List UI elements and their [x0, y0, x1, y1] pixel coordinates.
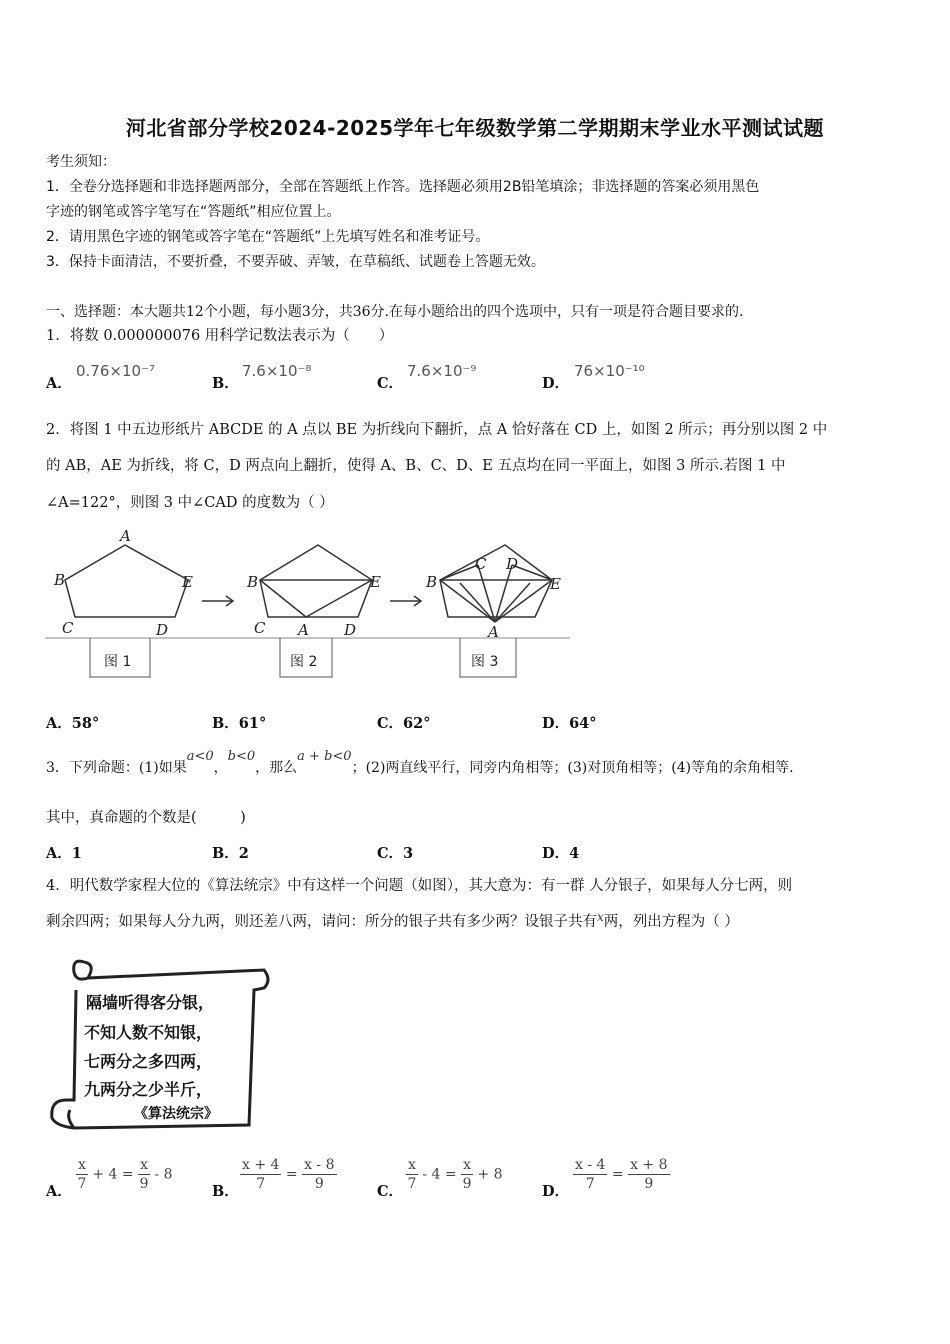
scroll-line-2: 不知人数不知银， — [84, 1023, 213, 1042]
q2-line-3: ∠A=122°，则图 3 中∠CAD 的度数为（ ） — [46, 495, 334, 511]
page-title: 河北省部分学校2024-2025学年七年级数学第二学期期末学业水平测试试题 — [125, 116, 825, 140]
q4c-frac-2: $\frac{x}{9}$ — [462, 1157, 472, 1192]
q4a-mid: + 4 = — [92, 1166, 134, 1183]
q2-option-b: B．61° — [212, 715, 267, 732]
q3-option-d: D．4 — [542, 845, 580, 862]
q2-option-c: C．62° — [377, 715, 431, 732]
q3-math-2: b<0 — [227, 749, 256, 764]
fig2-label-e: E — [370, 573, 381, 591]
figure1-caption: 图 1 — [104, 654, 132, 670]
q2-option-a: A．58° — [46, 715, 100, 732]
q4b-frac-1: $\frac{x + 4}{7}$ — [242, 1157, 280, 1192]
notice-line-1: 1．全卷分选择题和非选择题两部分，全部在答题纸上作答。选择题必须用2B铅笔填涂；非选择题的答案必须用黑色 — [46, 179, 760, 195]
fig1-label-e: E — [182, 573, 193, 591]
section-heading: 一、选择题：本大题共12个小题，每小题3分，共36分.在每小题给出的四个选项中，只有一项是符合题目要求的. — [46, 304, 744, 320]
q3-text-2: ，那么 — [255, 760, 298, 776]
scroll-line-5: 《算法统宗》 — [134, 1106, 218, 1122]
q1-stem: 1．将数 0.000000076 用科学记数法表示为（ ） — [46, 328, 394, 344]
q3-option-a: A．1 — [46, 845, 82, 862]
fig1-label-a: A — [120, 527, 131, 545]
q2-option-d: D．64° — [542, 715, 597, 732]
q4c-mid: - 4 = — [422, 1166, 457, 1183]
figure3-caption: 图 3 — [471, 654, 499, 670]
q3-math-3: a + b<0 — [297, 749, 352, 764]
figure2-outline — [260, 545, 372, 617]
fig1-label-d: D — [156, 621, 169, 639]
q4a-tail: - 8 — [154, 1166, 173, 1183]
q4-option-d-label: D． — [542, 1183, 570, 1200]
scroll-line-4: 九两分之少半斤， — [84, 1080, 213, 1099]
q4d-mid: = — [611, 1166, 624, 1183]
q4b-mid: = — [285, 1166, 298, 1183]
q3-text-3: ；(2)两直线平行，同旁内角相等；(3)对顶角相等；(4)等角的余角相等. — [351, 760, 794, 776]
notice-heading: 考生须知： — [46, 154, 116, 170]
notice-line-3: 2．请用黑色字迹的钢笔或答字笔在“答题纸”上先填写姓名和准考证号。 — [46, 229, 490, 245]
q4-text-b: 两，列出方程为（ ） — [603, 914, 739, 930]
q4-option-b-label: B． — [212, 1183, 239, 1200]
q3-stem — [46, 749, 794, 779]
fig3-label-c: C — [475, 555, 487, 573]
q4-var-x: x — [597, 910, 604, 924]
q4-option-c-equation — [406, 1156, 503, 1193]
q3-sep: ， — [213, 760, 228, 776]
fig3-label-d: D — [506, 555, 519, 573]
fig2-label-b: B — [247, 573, 259, 591]
notice-line-2: 字迹的钢笔或答字笔写在“答题纸”相应位置上。 — [46, 204, 341, 220]
q4-option-a-label: A． — [46, 1183, 72, 1200]
fig2-label-c: C — [254, 619, 266, 637]
q4a-frac-2: $\frac{x}{9}$ — [139, 1157, 149, 1192]
q4-option-d-equation — [573, 1156, 670, 1193]
notice-line-4: 3．保持卡面清洁，不要折叠，不要弄破、弄皱，在草稿纸、试题卷上答题无效。 — [46, 254, 545, 270]
q4d-frac-2: $\frac{x + 8}{9}$ — [630, 1157, 668, 1192]
q1-option-d-value: 76×10⁻¹⁰ — [574, 362, 645, 380]
figure1-pentagon — [65, 545, 188, 617]
q4-text-a: 剩余四两；如果每人分九两，则还差八两，请问：所分的银子共有多少两？设银子共有 — [46, 914, 597, 930]
fig1-label-c: C — [62, 619, 74, 637]
q1-option-b-value: 7.6×10⁻⁸ — [242, 362, 312, 380]
q1-option-c-label: C． — [377, 375, 404, 392]
q1-option-b-label: B． — [212, 375, 239, 392]
q2-line-2: 的 AB，AE 为折线，将 C，D 两点向上翻折，使得 A、B、C、D、E 五点均在同一平面上，如图 3 所示.若图 1 中 — [46, 458, 786, 474]
fig3-label-b: B — [426, 573, 438, 591]
q3-line-2: 其中，真命题的个数是( ) — [46, 810, 246, 826]
suanfa-scroll-image — [44, 950, 274, 1140]
q1-option-a-label: A． — [46, 375, 72, 392]
fig2-label-a: A — [298, 621, 309, 639]
scroll-line-1: 隔墙听得客分银， — [86, 993, 215, 1012]
q4-option-c-label: C． — [377, 1183, 404, 1200]
figure2-caption: 图 2 — [290, 654, 318, 670]
q3-math-1: a<0 — [186, 749, 214, 764]
q4b-frac-2: $\frac{x - 8}{9}$ — [304, 1157, 335, 1192]
fig3-label-e: E — [550, 575, 561, 593]
q1-option-d-label: D． — [542, 375, 570, 392]
q1-option-c-value: 7.6×10⁻⁹ — [407, 362, 477, 380]
q4-line-1: 4．明代数学家程大位的《算法统宗》中有这样一个问题（如图），其大意为：有一群 人分银子，如果每人分七两，则 — [46, 878, 793, 894]
fig3-label-a: A — [488, 623, 499, 641]
q4-option-a-equation — [76, 1156, 173, 1193]
scroll-line-3: 七两分之多四两， — [84, 1052, 213, 1071]
figure3-outline — [440, 545, 552, 617]
q4-line-2 — [46, 912, 739, 932]
fig1-label-b: B — [54, 571, 66, 589]
q3-text-1: 3．下列命题：(1)如果 — [46, 760, 187, 776]
fig2-label-d: D — [344, 621, 357, 639]
q2-line-1: 2．将图 1 中五边形纸片 ABCDE 的 A 点以 BE 为折线向下翻折，点 A 恰好落在 CD 上，如图 2 所示；再分别以图 2 中 — [46, 422, 828, 438]
q1-option-a-value: 0.76×10⁻⁷ — [76, 362, 155, 380]
q4-option-b-equation — [240, 1156, 337, 1193]
q4c-tail: + 8 — [477, 1166, 503, 1183]
q4a-frac-1: $\frac{x}{7}$ — [77, 1157, 87, 1192]
q4d-frac-1: $\frac{x - 4}{7}$ — [575, 1157, 606, 1192]
q2-figure — [40, 525, 580, 685]
q4c-frac-1: $\frac{x}{7}$ — [407, 1157, 417, 1192]
q3-option-b: B．2 — [212, 845, 249, 862]
q3-option-c: C．3 — [377, 845, 414, 862]
